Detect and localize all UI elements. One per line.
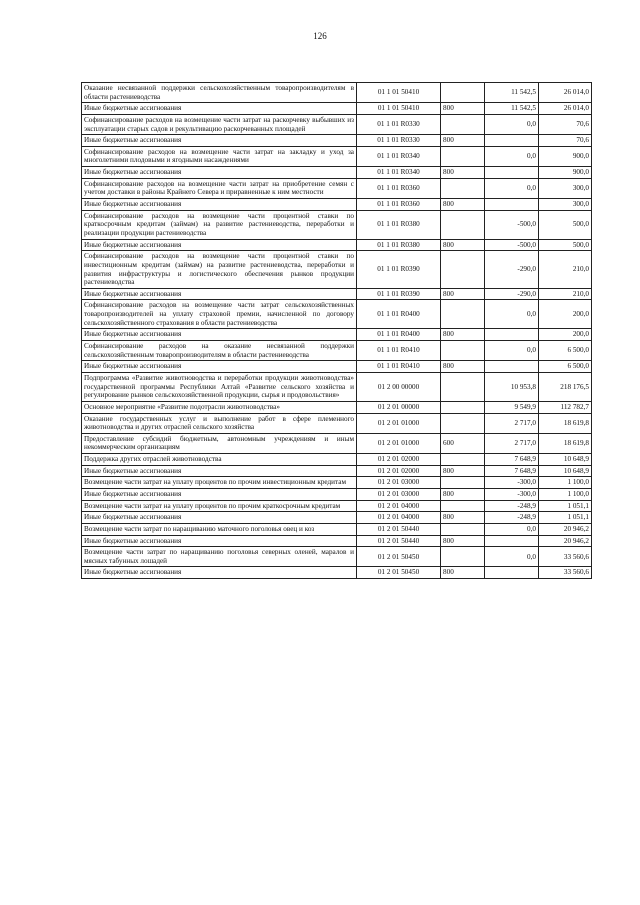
row-total-amount-cell: 900,0 — [539, 146, 592, 166]
table-row — [82, 178, 592, 198]
table-row — [82, 114, 592, 134]
row-code-cell: 01 1 01 50410 — [357, 83, 441, 103]
row-name-cell: Возмещение части затрат по наращиванию маточного поголовья овец и коз — [82, 523, 357, 535]
row-name-cell: Возмещение части затрат на уплату процентов по прочим краткосрочным кредитам — [82, 500, 357, 512]
budget-table-body — [82, 83, 592, 579]
row-total-amount-cell: 33 560,6 — [539, 547, 592, 567]
row-total-amount-cell: 200,0 — [539, 329, 592, 341]
row-expense-type-cell — [441, 251, 485, 289]
row-total-amount-cell: 70,6 — [539, 114, 592, 134]
row-code-cell: 01 1 01 R0360 — [357, 199, 441, 211]
row-change-amount-cell: -248,9 — [485, 500, 539, 512]
row-name-cell: Иные бюджетные ассигнования — [82, 512, 357, 524]
row-code-cell: 01 2 01 50450 — [357, 567, 441, 579]
table-row — [82, 433, 592, 453]
row-code-cell: 01 1 01 R0390 — [357, 251, 441, 289]
table-row — [82, 413, 592, 433]
row-code-cell: 01 1 01 R0330 — [357, 114, 441, 134]
table-row — [82, 567, 592, 579]
row-name-cell: Софинансирование расходов на возмещение части затрат на закладку и уход за многолетними плодовыми и ягодными насаждениями — [82, 146, 357, 166]
row-name-cell: Иные бюджетные ассигнования — [82, 135, 357, 147]
row-code-cell: 01 1 01 R0340 — [357, 167, 441, 179]
row-total-amount-cell: 6 500,0 — [539, 361, 592, 373]
table-row — [82, 288, 592, 300]
row-change-amount-cell — [485, 567, 539, 579]
row-expense-type-cell: 800 — [441, 167, 485, 179]
row-total-amount-cell: 900,0 — [539, 167, 592, 179]
row-expense-type-cell — [441, 146, 485, 166]
row-expense-type-cell: 800 — [441, 199, 485, 211]
row-name-cell: Оказание несвязанной поддержки сельскохозяйственным товаропроизводителям в области растениеводства — [82, 83, 357, 103]
row-name-cell: Подпрограмма «Развитие животноводства и переработки продукции животноводства» государственной программы Республики Алтай «Развитие сельского хозяйства и регулирование рынков сельскохозяйственной продукции, сырья и продовольствия» — [82, 372, 357, 401]
row-code-cell: 01 2 01 03000 — [357, 488, 441, 500]
row-change-amount-cell: -500,0 — [485, 239, 539, 251]
row-total-amount-cell: 300,0 — [539, 199, 592, 211]
table-row — [82, 146, 592, 166]
row-total-amount-cell: 500,0 — [539, 210, 592, 239]
row-code-cell: 01 1 01 R0400 — [357, 300, 441, 329]
budget-table — [81, 82, 592, 579]
row-name-cell: Софинансирование расходов на возмещение части затрат на приобретение семян с учетом доставки в районы Крайнего Севера и приравненные к ним местности — [82, 178, 357, 198]
row-name-cell: Иные бюджетные ассигнования — [82, 535, 357, 547]
row-expense-type-cell — [441, 210, 485, 239]
table-row — [82, 341, 592, 361]
row-total-amount-cell: 210,0 — [539, 251, 592, 289]
row-total-amount-cell: 1 100,0 — [539, 488, 592, 500]
row-expense-type-cell — [441, 300, 485, 329]
row-name-cell: Иные бюджетные ассигнования — [82, 167, 357, 179]
row-change-amount-cell: -290,0 — [485, 251, 539, 289]
row-change-amount-cell — [485, 135, 539, 147]
table-row — [82, 251, 592, 289]
row-name-cell: Софинансирование расходов на оказание несвязанной поддержки сельскохозяйственным товаропроизводителям в области растениеводства — [82, 341, 357, 361]
table-row — [82, 210, 592, 239]
row-name-cell: Иные бюджетные ассигнования — [82, 329, 357, 341]
row-code-cell: 01 2 01 50440 — [357, 535, 441, 547]
row-change-amount-cell: 10 953,8 — [485, 372, 539, 401]
table-row — [82, 239, 592, 251]
row-total-amount-cell: 33 560,6 — [539, 567, 592, 579]
row-total-amount-cell: 500,0 — [539, 239, 592, 251]
page-number: 126 — [313, 31, 327, 41]
row-expense-type-cell — [441, 178, 485, 198]
row-change-amount-cell: 0,0 — [485, 341, 539, 361]
row-total-amount-cell: 112 782,7 — [539, 401, 592, 413]
row-code-cell: 01 1 01 R0330 — [357, 135, 441, 147]
row-change-amount-cell: 11 542,5 — [485, 103, 539, 115]
row-total-amount-cell: 200,0 — [539, 300, 592, 329]
row-code-cell: 01 2 01 04000 — [357, 512, 441, 524]
row-change-amount-cell: 0,0 — [485, 547, 539, 567]
row-name-cell: Иные бюджетные ассигнования — [82, 488, 357, 500]
row-name-cell: Основное мероприятие «Развитие подотрасли животноводства» — [82, 401, 357, 413]
row-expense-type-cell: 800 — [441, 288, 485, 300]
row-total-amount-cell: 10 648,9 — [539, 454, 592, 466]
row-change-amount-cell: -500,0 — [485, 210, 539, 239]
table-row — [82, 83, 592, 103]
row-change-amount-cell: 11 542,5 — [485, 83, 539, 103]
row-expense-type-cell — [441, 500, 485, 512]
table-row — [82, 547, 592, 567]
row-code-cell: 01 2 01 00000 — [357, 401, 441, 413]
table-row — [82, 401, 592, 413]
row-change-amount-cell: 7 648,9 — [485, 465, 539, 477]
row-change-amount-cell: 7 648,9 — [485, 454, 539, 466]
row-code-cell: 01 1 01 50410 — [357, 103, 441, 115]
row-code-cell: 01 1 01 R0410 — [357, 361, 441, 373]
row-expense-type-cell: 800 — [441, 329, 485, 341]
row-total-amount-cell: 6 500,0 — [539, 341, 592, 361]
row-total-amount-cell: 18 619,8 — [539, 433, 592, 453]
row-name-cell: Иные бюджетные ассигнования — [82, 465, 357, 477]
table-row — [82, 167, 592, 179]
row-change-amount-cell: -290,0 — [485, 288, 539, 300]
row-name-cell: Поддержка других отраслей животноводства — [82, 454, 357, 466]
row-expense-type-cell — [441, 83, 485, 103]
row-expense-type-cell — [441, 523, 485, 535]
table-row — [82, 465, 592, 477]
table-row — [82, 512, 592, 524]
row-total-amount-cell: 20 946,2 — [539, 535, 592, 547]
row-change-amount-cell: -300,0 — [485, 477, 539, 489]
row-change-amount-cell: 9 549,9 — [485, 401, 539, 413]
row-total-amount-cell: 1 100,0 — [539, 477, 592, 489]
row-code-cell: 01 1 01 R0410 — [357, 341, 441, 361]
row-expense-type-cell: 800 — [441, 361, 485, 373]
row-code-cell: 01 2 00 00000 — [357, 372, 441, 401]
row-expense-type-cell: 800 — [441, 567, 485, 579]
row-code-cell: 01 1 01 R0380 — [357, 239, 441, 251]
row-change-amount-cell: -300,0 — [485, 488, 539, 500]
row-name-cell: Софинансирование расходов на возмещение части процентной ставки по инвестиционным кредитам (займам) на развитие растениеводства, переработки и развития инфраструктуры и логистического обеспечения рынков продукции растениеводства — [82, 251, 357, 289]
row-code-cell: 01 1 01 R0340 — [357, 146, 441, 166]
table-row — [82, 329, 592, 341]
table-row — [82, 454, 592, 466]
row-change-amount-cell — [485, 329, 539, 341]
row-total-amount-cell: 18 619,8 — [539, 413, 592, 433]
table-row — [82, 300, 592, 329]
row-name-cell: Иные бюджетные ассигнования — [82, 199, 357, 211]
row-name-cell: Софинансирование расходов на возмещение части процентной ставки по краткосрочным кредитам (займам) на развитие растениеводства, переработки и реализации продукции растениеводства — [82, 210, 357, 239]
table-row — [82, 372, 592, 401]
row-expense-type-cell — [441, 372, 485, 401]
table-row — [82, 488, 592, 500]
row-total-amount-cell: 26 014,0 — [539, 83, 592, 103]
row-expense-type-cell — [441, 547, 485, 567]
table-row — [82, 103, 592, 115]
row-total-amount-cell: 1 051,1 — [539, 512, 592, 524]
row-change-amount-cell — [485, 199, 539, 211]
row-expense-type-cell: 800 — [441, 512, 485, 524]
table-row — [82, 523, 592, 535]
row-code-cell: 01 2 01 50440 — [357, 523, 441, 535]
row-code-cell: 01 1 01 R0360 — [357, 178, 441, 198]
row-change-amount-cell — [485, 535, 539, 547]
row-name-cell: Иные бюджетные ассигнования — [82, 361, 357, 373]
row-code-cell: 01 1 01 R0400 — [357, 329, 441, 341]
row-total-amount-cell: 26 014,0 — [539, 103, 592, 115]
row-change-amount-cell: -248,9 — [485, 512, 539, 524]
row-name-cell: Предоставление субсидий бюджетным, автономным учреждениям и иным некоммерческим организациям — [82, 433, 357, 453]
row-code-cell: 01 2 01 04000 — [357, 500, 441, 512]
row-code-cell: 01 2 01 01000 — [357, 433, 441, 453]
row-code-cell: 01 1 01 R0390 — [357, 288, 441, 300]
row-name-cell: Иные бюджетные ассигнования — [82, 567, 357, 579]
row-change-amount-cell: 2 717,0 — [485, 433, 539, 453]
row-expense-type-cell — [441, 413, 485, 433]
row-name-cell: Возмещение части затрат на уплату процентов по прочим инвестиционным кредитам — [82, 477, 357, 489]
row-expense-type-cell: 800 — [441, 465, 485, 477]
row-expense-type-cell: 800 — [441, 488, 485, 500]
row-total-amount-cell: 210,0 — [539, 288, 592, 300]
row-expense-type-cell — [441, 454, 485, 466]
row-code-cell: 01 2 01 01000 — [357, 413, 441, 433]
row-expense-type-cell — [441, 341, 485, 361]
row-name-cell: Иные бюджетные ассигнования — [82, 103, 357, 115]
row-name-cell: Возмещение части затрат по наращиванию поголовья северных оленей, маралов и мясных табунных лошадей — [82, 547, 357, 567]
row-name-cell: Иные бюджетные ассигнования — [82, 288, 357, 300]
row-total-amount-cell: 218 176,5 — [539, 372, 592, 401]
row-total-amount-cell: 1 051,1 — [539, 500, 592, 512]
row-total-amount-cell: 20 946,2 — [539, 523, 592, 535]
table-row — [82, 500, 592, 512]
row-change-amount-cell: 0,0 — [485, 523, 539, 535]
row-expense-type-cell — [441, 401, 485, 413]
table-row — [82, 477, 592, 489]
row-code-cell: 01 2 01 03000 — [357, 477, 441, 489]
row-change-amount-cell: 0,0 — [485, 178, 539, 198]
row-name-cell: Оказание государственных услуг и выполнение работ в сфере племенного животноводства и других отраслей сельского хозяйства — [82, 413, 357, 433]
row-name-cell: Софинансирование расходов на возмещение части затрат на раскорчевку выбывших из эксплуатации старых садов и рекультивацию раскорчеванных площадей — [82, 114, 357, 134]
row-expense-type-cell: 800 — [441, 239, 485, 251]
row-change-amount-cell: 0,0 — [485, 146, 539, 166]
table-row — [82, 535, 592, 547]
table-row — [82, 135, 592, 147]
table-row — [82, 199, 592, 211]
table-row — [82, 361, 592, 373]
row-expense-type-cell: 800 — [441, 135, 485, 147]
row-expense-type-cell — [441, 477, 485, 489]
row-total-amount-cell: 70,6 — [539, 135, 592, 147]
row-name-cell: Иные бюджетные ассигнования — [82, 239, 357, 251]
row-change-amount-cell: 0,0 — [485, 114, 539, 134]
row-change-amount-cell: 2 717,0 — [485, 413, 539, 433]
row-name-cell: Софинансирование расходов на возмещение части затрат сельскохозяйственных товаропроизводителей на уплату страховой премии, начисленной по договору сельскохозяйственного страхования в области растениеводства — [82, 300, 357, 329]
row-code-cell: 01 2 01 02000 — [357, 465, 441, 477]
row-code-cell: 01 1 01 R0380 — [357, 210, 441, 239]
row-change-amount-cell: 0,0 — [485, 300, 539, 329]
row-code-cell: 01 2 01 02000 — [357, 454, 441, 466]
row-total-amount-cell: 300,0 — [539, 178, 592, 198]
row-code-cell: 01 2 01 50450 — [357, 547, 441, 567]
row-change-amount-cell — [485, 167, 539, 179]
row-expense-type-cell: 800 — [441, 103, 485, 115]
row-expense-type-cell — [441, 114, 485, 134]
row-expense-type-cell: 600 — [441, 433, 485, 453]
row-expense-type-cell: 800 — [441, 535, 485, 547]
row-total-amount-cell: 10 648,9 — [539, 465, 592, 477]
row-change-amount-cell — [485, 361, 539, 373]
